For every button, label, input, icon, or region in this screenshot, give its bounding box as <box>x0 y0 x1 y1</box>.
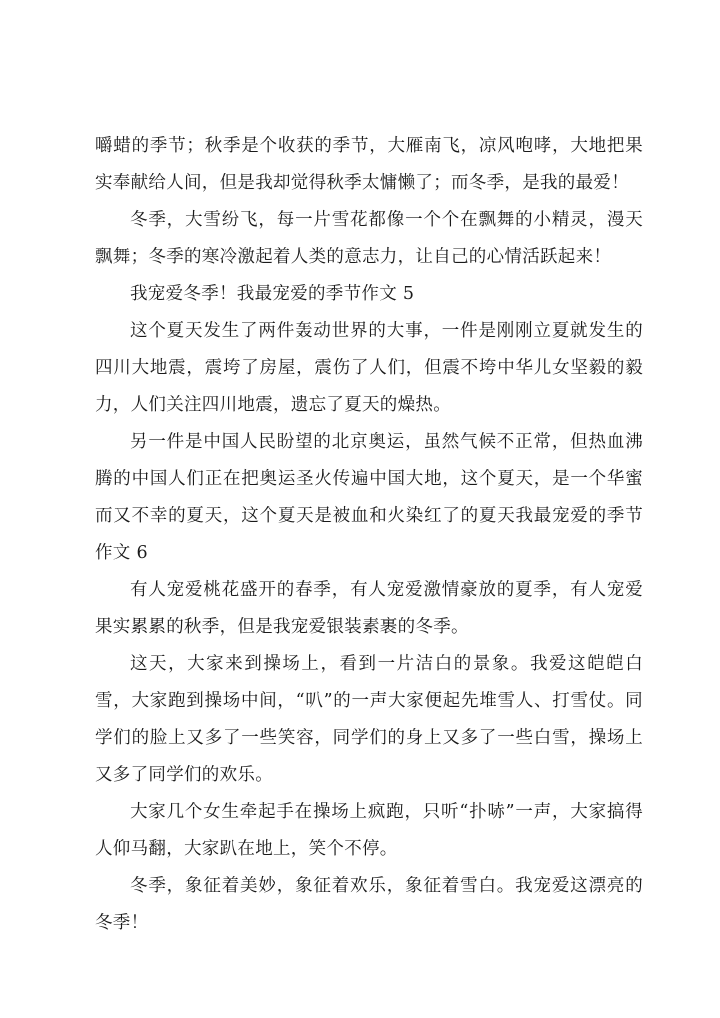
section-heading: 我宠爱冬季！我最宠爱的季节作文 5 <box>130 284 415 304</box>
paragraph-6: 这天，大家来到操场上，看到一片洁白的景象。我爱这皑皑白雪，大家跑到操场中间，“叭”的一声大家便起先堆雪人、打雪仗。同学们的脸上又多了一些笑容，同学们的身上又多了一些白雪，操场上又多了同学们的欢乐。 <box>95 654 643 785</box>
document-body <box>95 128 643 942</box>
paragraph-2: 冬季，大雪纷飞，每一片雪花都像一个个在飘舞的小精灵，漫天飘舞；冬季的寒冷激起着人类的意志力，让自己的心情活跃起来！ <box>95 210 643 267</box>
paragraph-1: 嚼蜡的季节；秋季是个收获的季节，大雁南飞，凉风咆哮，大地把果实奉献给人间，但是我却觉得秋季太慵懒了；而冬季，是我的最爱！ <box>95 136 643 193</box>
paragraph-4: 另一件是中国人民盼望的北京奥运，虽然气候不正常，但热血沸腾的中国人们正在把奥运圣火传遍中国大地，这个夏天，是一个华蜜而又不幸的夏天，这个夏天是被血和火染红了的夏天我最宠爱的季节作文 6 <box>95 432 643 563</box>
paragraph-3: 这个夏天发生了两件轰动世界的大事，一件是刚刚立夏就发生的四川大地震，震垮了房屋，震伤了人们，但震不垮中华儿女坚毅的毅力，人们关注四川地震，遗忘了夏天的燥热。 <box>95 321 643 415</box>
paragraph-5: 有人宠爱桃花盛开的春季，有人宠爱激情豪放的夏季，有人宠爱果实累累的秋季，但是我宠爱银装素裹的冬季。 <box>95 580 643 637</box>
paragraph-7: 大家几个女生牵起手在操场上疯跑，只听“扑哧”一声，大家搞得人仰马翻，大家趴在地上，笑个不停。 <box>95 802 643 859</box>
paragraph-8: 冬季，象征着美妙，象征着欢乐，象征着雪白。我宠爱这漂亮的冬季！ <box>95 876 643 933</box>
